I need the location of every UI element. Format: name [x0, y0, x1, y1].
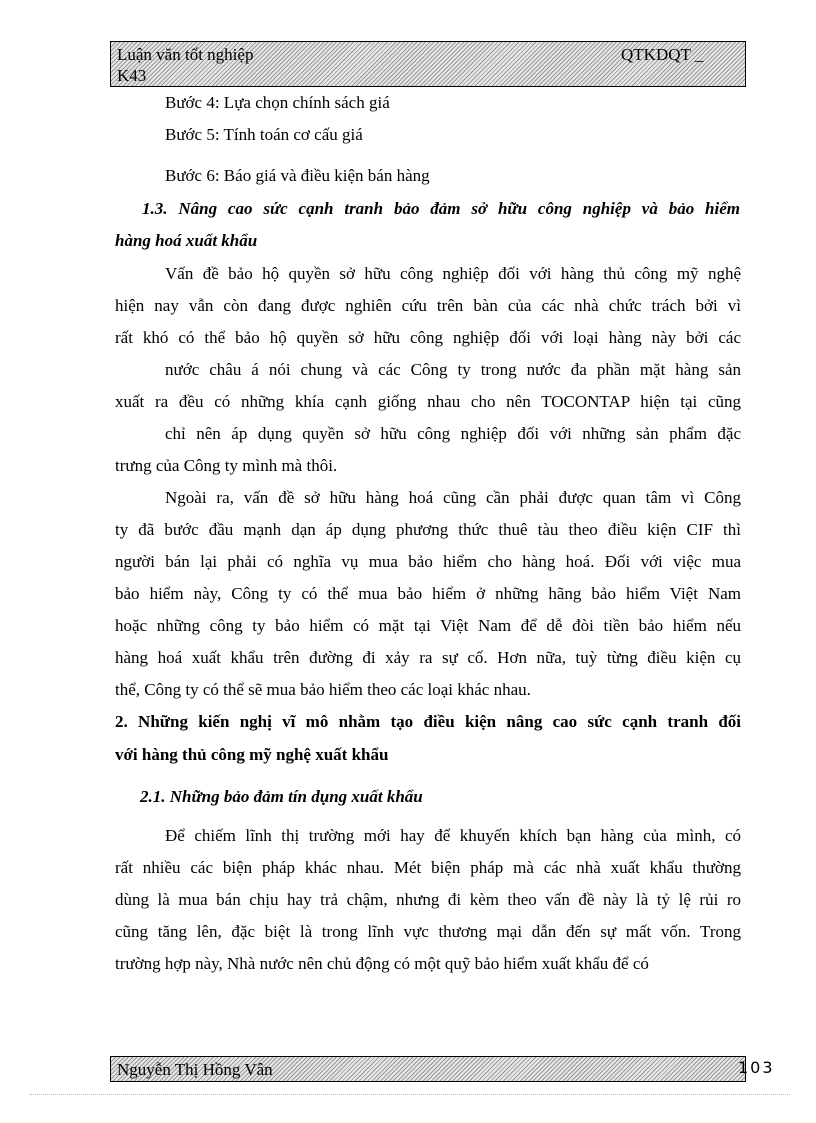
paragraph-2-line-5: hoặc những công ty bảo hiểm có mặt tại Việt Nam để dễ đòi tiền bảo hiểm nếu: [115, 616, 741, 635]
paragraph-3-line-1: Để chiếm lĩnh thị trường mới hay để khuyến khích bạn hàng của mình, có: [165, 826, 741, 845]
page-footer: [110, 1056, 746, 1082]
heading-2-line-1: 2. Những kiến nghị vĩ mô nhằm tạo điều kiện nâng cao sức cạnh tranh đối: [115, 712, 741, 731]
paragraph-3-line-5: trường hợp này, Nhà nước nên chủ động có một quỹ bảo hiểm xuất khẩu để có: [115, 954, 649, 973]
paragraph-3-line-2: rất nhiều các biện pháp khác nhau. Mét biện pháp mà các nhà xuất khẩu thường: [115, 858, 741, 877]
step-6: Bước 6: Báo giá và điều kiện bán hàng: [165, 166, 430, 185]
paragraph-3-line-4: cũng tăng lên, đặc biệt là trong lĩnh vực thương mại dẫn đến sự mất vốn. Trong: [115, 922, 741, 941]
paragraph-1-line-4: nước châu á nói chung và các Công ty trong nước đa phần mặt hàng sản: [165, 360, 741, 379]
page-number: 103: [738, 1058, 775, 1077]
step-4: Bước 4: Lựa chọn chính sách giá: [165, 93, 390, 112]
paragraph-2-line-7: thể, Công ty có thể sẽ mua bảo hiểm theo các loại khác nhau.: [115, 680, 531, 699]
paragraph-1-line-5: xuất ra đều có những khía cạnh giống nhau cho nên TOCONTAP hiện tại cũng: [115, 392, 741, 411]
step-5: Bước 5: Tính toán cơ cấu giá: [165, 125, 363, 144]
paragraph-1-line-6: chỉ nên áp dụng quyền sở hữu công nghiệp đối với những sản phẩm đặc: [165, 424, 741, 443]
paragraph-1-line-3: rất khó có thể bảo hộ quyền sở hữu công nghiệp đối với loại hàng này bởi các: [115, 328, 741, 347]
paragraph-1-line-7: trưng của Công ty mình mà thôi.: [115, 456, 338, 475]
heading-2-line-2: với hàng thủ công mỹ nghệ xuất khẩu: [115, 745, 389, 764]
paragraph-3-line-3: dùng là mua bán chịu hay trả chậm, nhưng đi kèm theo vấn đề này là tỷ lệ rủi ro: [115, 890, 741, 909]
paragraph-2-line-1: Ngoài ra, vấn đề sở hữu hàng hoá cũng cần phải được quan tâm vì Công: [165, 488, 741, 507]
paragraph-2-line-4: bảo hiểm này, Công ty có thể mua bảo hiểm ở những hãng bảo hiểm Việt Nam: [115, 584, 741, 603]
paragraph-2-line-2: ty đã bước đầu mạnh dạn áp dụng phương thức thuê tàu theo điều kiện CIF thì: [115, 520, 741, 539]
header-class: K43: [117, 66, 147, 85]
heading-1-3-line-2: hàng hoá xuất khẩu: [115, 231, 258, 250]
footer-author: Nguyễn Thị Hồng Vân: [117, 1060, 273, 1079]
page-bottom-divider: [30, 1094, 790, 1095]
paragraph-1-line-1: Vấn đề bảo hộ quyền sở hữu công nghiệp đối với hàng thủ công mỹ nghệ: [165, 264, 741, 283]
paragraph-2-line-6: hàng hoá xuất khẩu trên đường đi xảy ra sự cố. Hơn nữa, tuỳ từng điều kiện cụ: [115, 648, 741, 667]
page-header: [110, 41, 746, 87]
header-code: QTKDQT _: [621, 45, 704, 64]
header-title: Luận văn tốt nghiệp: [117, 45, 254, 64]
heading-1-3-line-1: 1.3. Nâng cao sức cạnh tranh bảo đảm sở hữu công nghiệp và bảo hiểm: [142, 199, 740, 218]
heading-2-1: 2.1. Những bảo đảm tín dụng xuất khẩu: [140, 787, 423, 806]
paragraph-2-line-3: người bán lại phải có nghĩa vụ mua bảo hiểm cho hàng hoá. Đối với việc mua: [115, 552, 741, 571]
paragraph-1-line-2: hiện nay vẫn còn đang được nghiên cứu trên bàn của các nhà chức trách bởi vì: [115, 296, 741, 315]
